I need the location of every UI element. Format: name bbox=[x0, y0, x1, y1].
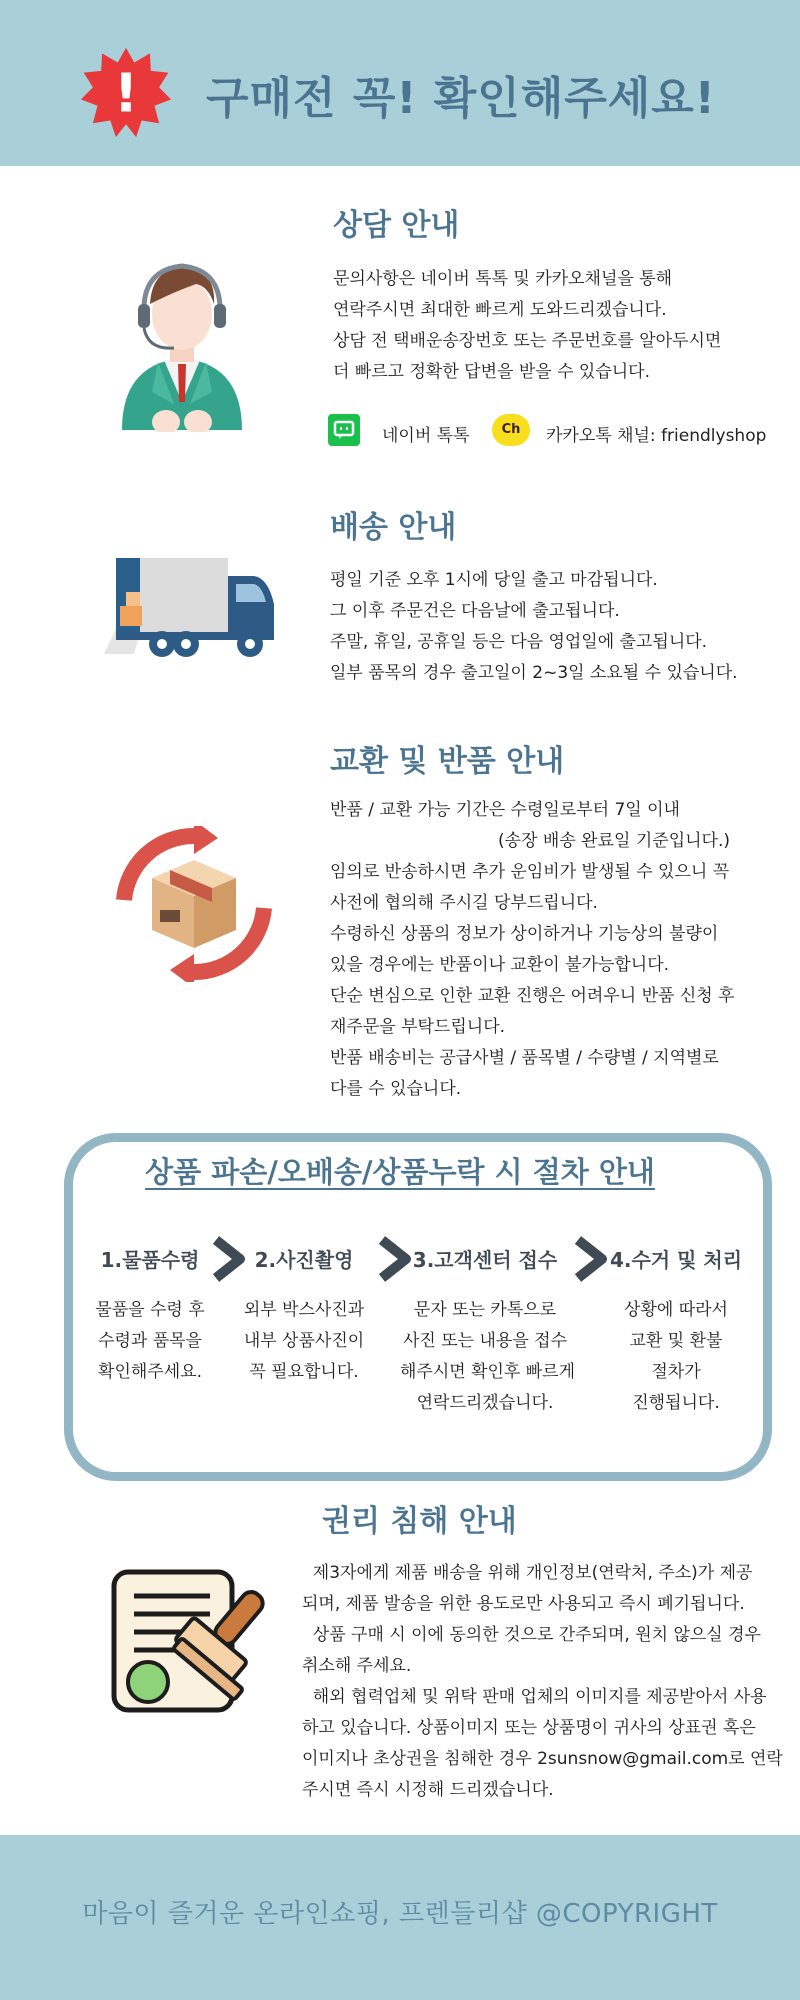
step-3-label: 3.고객센터 접수 bbox=[412, 1248, 558, 1272]
step-2-desc: 외부 박스사진과 내부 상품사진이 꼭 필요합니다. bbox=[243, 1300, 365, 1382]
exchange-text: 반품 / 교환 가능 기간은 수령일로부터 7일 이내 (송장 배송 완료일 기준입니다.) 임의로 반송하시면 추가 운임비가 발생될 수 있으니 꼭 사전에 협의해 주시길 당부드립니다. 수령하신 상품의 정보가 상이하거나 기능상의 불량이 있을 경우에는 반품이나 교환이 불가능합니다. 단순 변심으로 인한 교환 진행은 어려우니 반품 신청 후 재주문을 부탁드립니다. 반품 배송비는 공급사별 / 품목별 / 수량별 / 지역별로 다를 수 있습니다. bbox=[330, 800, 735, 1099]
step-1-desc: 물품을 수령 후 수령과 품목을 확인해주세요. bbox=[95, 1300, 205, 1382]
shipping-title: 배송 안내 bbox=[330, 510, 457, 545]
rights-text: 제3자에게 제품 배송을 위해 개인정보(연락처, 주소)가 제공 되며, 제품 발송을 위한 용도로만 사용되고 즉시 폐기됩니다. 상품 구매 시 이에 동의한 것으로 간주되며, 원치 않으실 경우 취소해 주세요. 해외 협력업체 및 위탁 판매 업체의 이미지를 제공받아서 사용 하고 있습니다. 상품이미지 또는 상품명이 귀사의 상표권 혹은 이미지나 초상권을 침해한 경우 2sunsnow@gmail.com로 연락 주시면 즉시 시정해 드리겠습니다. bbox=[302, 1563, 783, 1800]
naver-talk-label[interactable]: 네이버 톡톡 bbox=[382, 426, 470, 446]
page-title: 구매전 꼭! 확인해주세요! bbox=[206, 73, 716, 124]
kakao-channel-icon[interactable]: Ch bbox=[492, 414, 530, 446]
consult-title: 상담 안내 bbox=[333, 208, 460, 243]
step-4-label: 4.수거 및 처리 bbox=[609, 1248, 743, 1272]
warning-icon bbox=[80, 46, 172, 138]
chevron-right-icon bbox=[378, 1236, 412, 1282]
stamp-document-icon bbox=[110, 1566, 284, 1714]
delivery-truck-icon bbox=[104, 556, 280, 660]
exchange-title: 교환 및 반품 안내 bbox=[330, 744, 565, 779]
step-2-label: 2.사진촬영 bbox=[254, 1248, 354, 1272]
naver-talk-icon[interactable] bbox=[328, 414, 360, 446]
customer-service-agent-icon bbox=[112, 252, 252, 432]
warning-symbol: ! bbox=[113, 61, 139, 125]
chevron-right-icon bbox=[212, 1236, 246, 1282]
procedure-title: 상품 파손/오배송/상품누락 시 절차 안내 bbox=[145, 1155, 655, 1189]
shipping-text: 평일 기준 오후 1시에 당일 출고 마감됩니다. 그 이후 주문건은 다음날에 출고됩니다. 주말, 휴일, 공휴일 등은 다음 영업일에 출고됩니다. 일부 품목의 경우 출고일이 2~3일 소요될 수 있습니다. bbox=[330, 570, 738, 683]
step-4-desc: 상황에 따라서 교환 및 환불 절차가 진행됩니다. bbox=[624, 1300, 728, 1413]
step-1-label: 1.물품수령 bbox=[100, 1248, 200, 1272]
footer-copyright: 마음이 즐거운 온라인쇼핑, 프렌들리샵 @COPYRIGHT bbox=[82, 1899, 718, 1929]
step-3-desc: 문자 또는 카톡으로 사진 또는 내용을 접수 해주시면 확인후 빠르게 연락드리겠습니다. bbox=[400, 1300, 576, 1413]
consult-text: 문의사항은 네이버 톡톡 및 카카오채널을 통해 연락주시면 최대한 빠르게 도와드리겠습니다. 상담 전 택배운송장번호 또는 주문번호를 알아두시면 더 빠르고 정확한 답변을 받을 수 있습니다. bbox=[333, 269, 722, 382]
chevron-right-icon bbox=[574, 1236, 608, 1282]
kakao-channel-label[interactable]: 카카오톡 채널: friendlyshop bbox=[546, 426, 767, 446]
return-box-icon bbox=[112, 826, 276, 982]
rights-title: 권리 침해 안내 bbox=[322, 1504, 517, 1539]
